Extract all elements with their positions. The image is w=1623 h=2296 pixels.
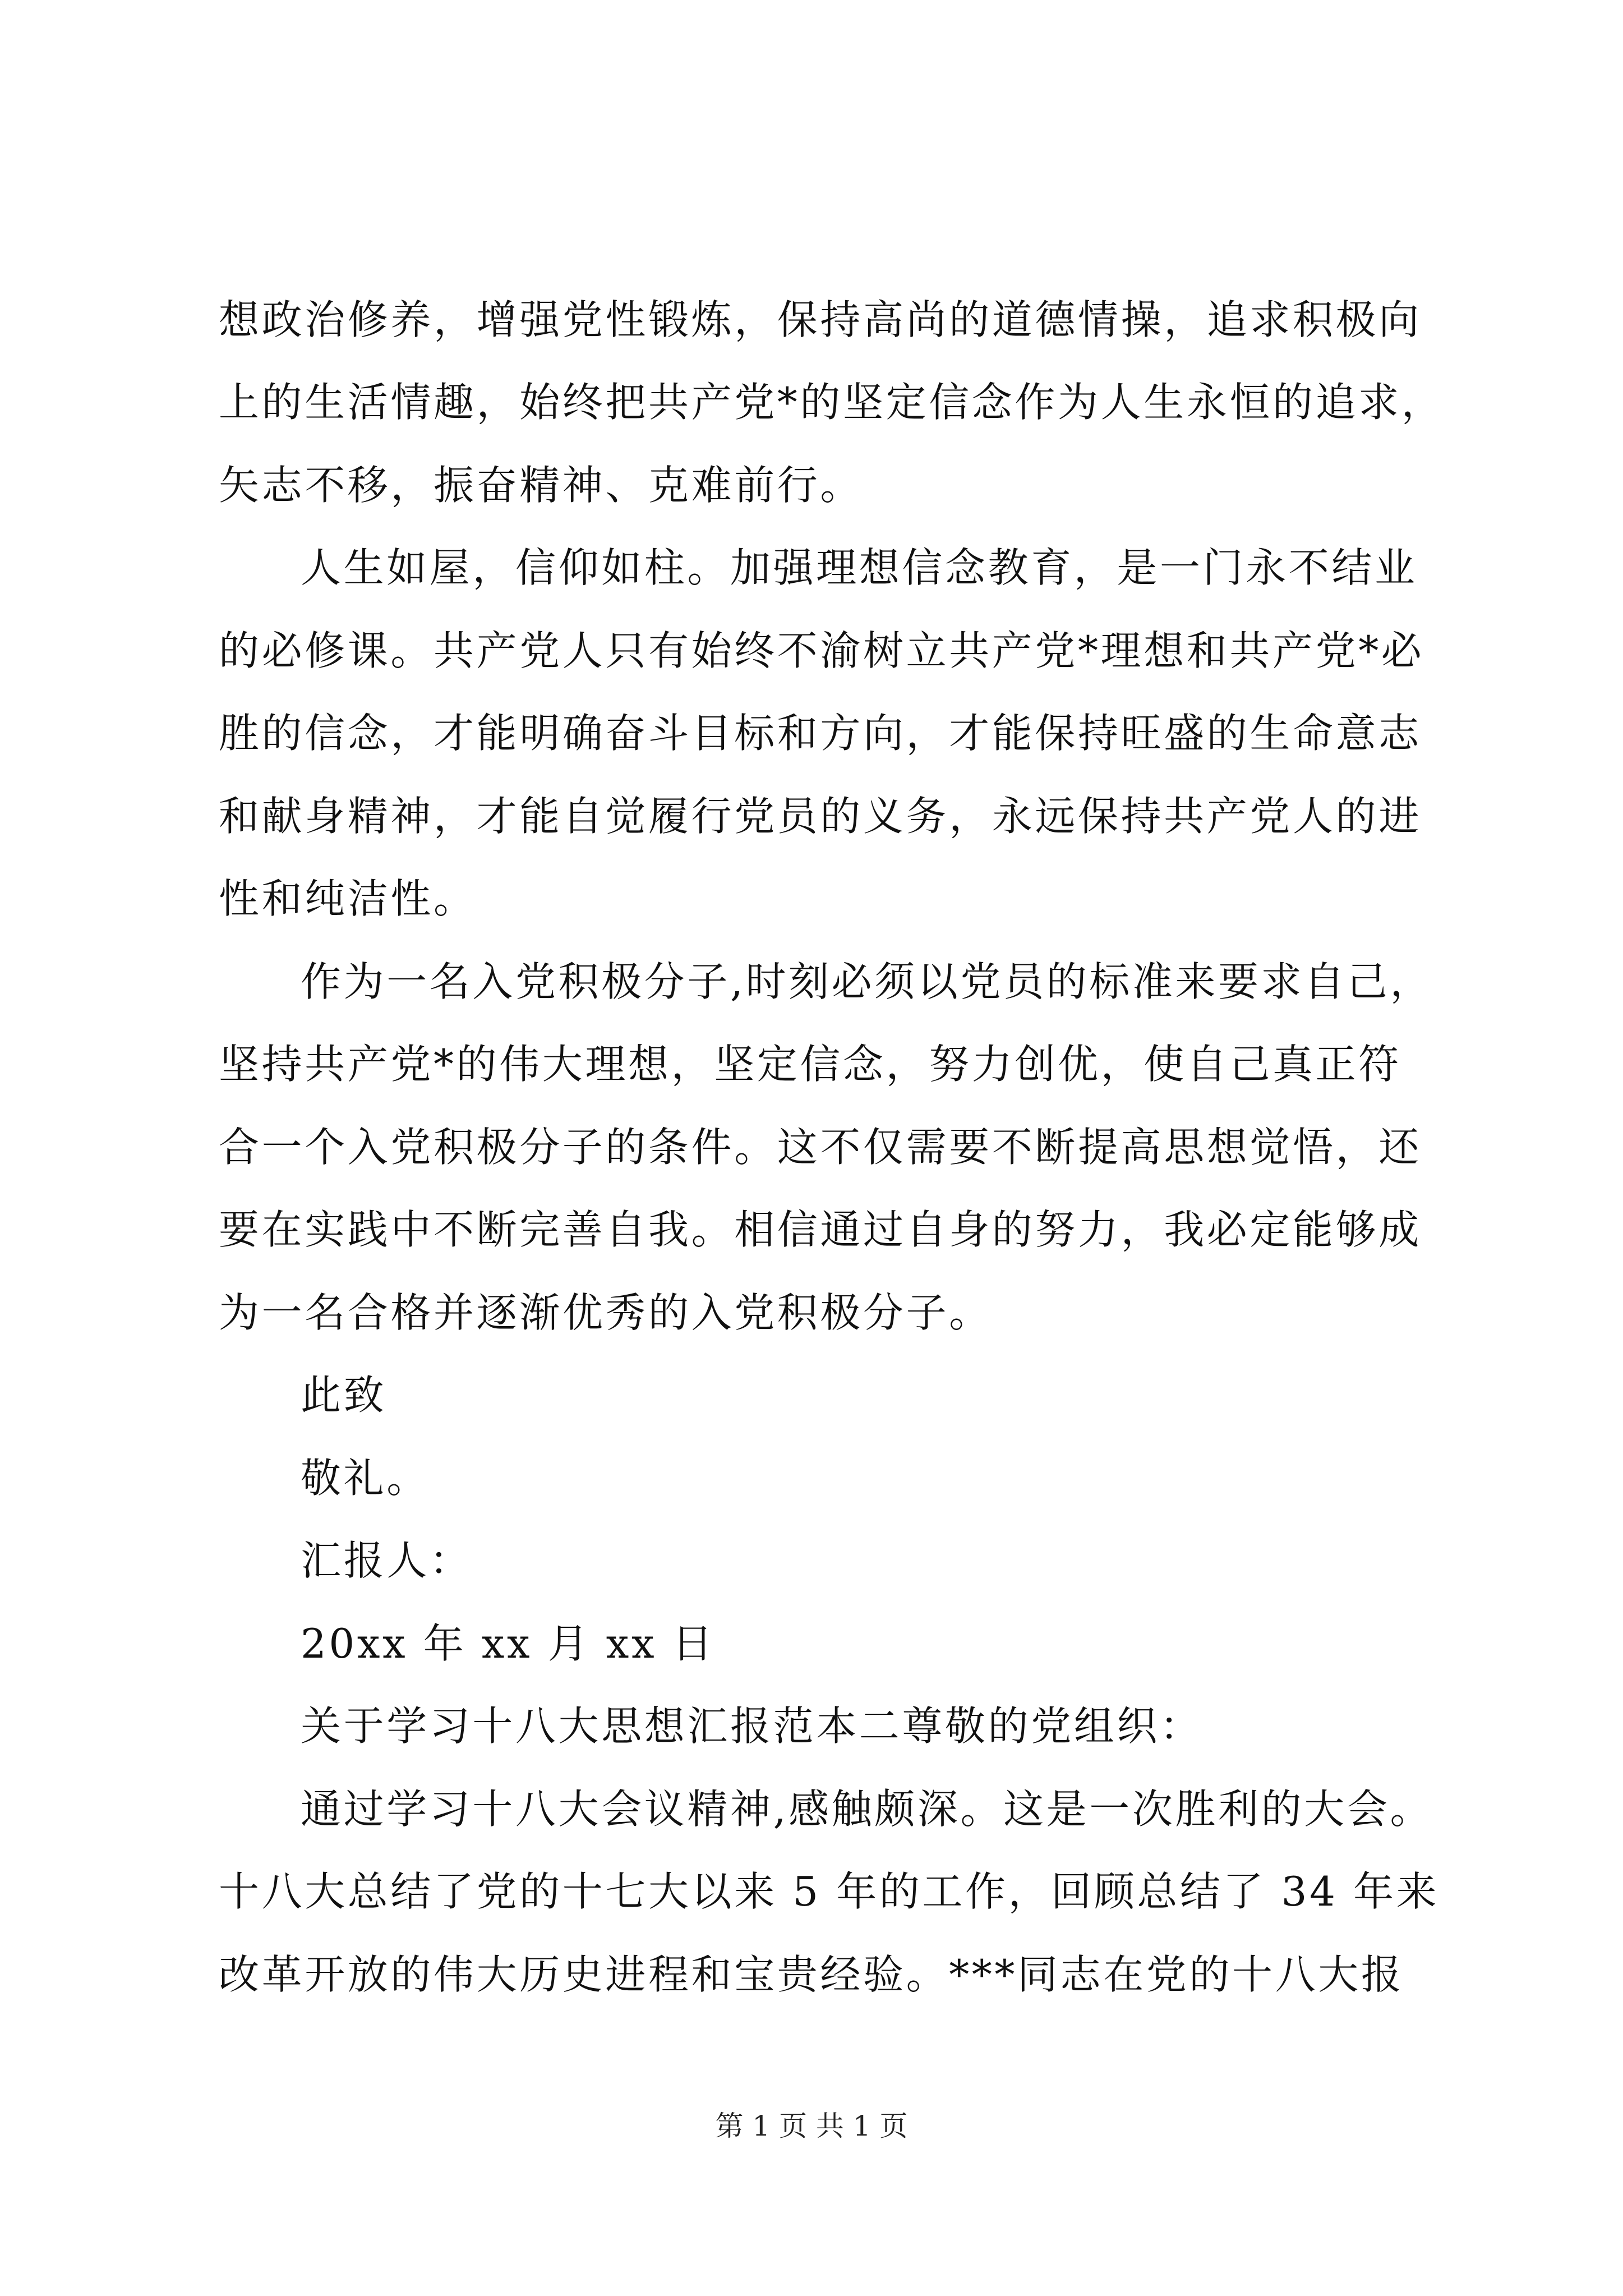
paragraph-start: 人生如屋，信仰如柱。加强理想信念教育，是一门永不结业 xyxy=(301,544,1418,591)
text-line: 想政治修养，增强党性锻炼，保持高尚的道德情操，追求积极向 xyxy=(219,296,1422,343)
closing-salutation: 此致 xyxy=(301,1372,387,1419)
text-line: 改革开放的伟大历史进程和宝贵经验。***同志在党的十八大报 xyxy=(219,1951,1404,1998)
text-line: 十八大总结了党的十七大以来 5 年的工作，回顾总结了 34 年来 xyxy=(219,1868,1440,1915)
report-date: 20xx 年 xx 月 xx 日 xyxy=(301,1620,716,1667)
reporter-label: 汇报人： xyxy=(301,1537,473,1584)
paragraph-start: 通过学习十八大会议精神,感触颇深。这是一次胜利的大会。 xyxy=(301,1786,1433,1833)
text-line: 性和纯洁性。 xyxy=(219,875,477,922)
text-line: 和献身精神，才能自觉履行党员的义务，永远保持共产党人的进 xyxy=(219,793,1422,840)
text-line: 上的生活情趣，始终把共产党*的坚定信念作为人生永恒的追求， xyxy=(219,379,1445,426)
text-line: 为一名合格并逐渐优秀的入党积极分子。 xyxy=(219,1289,992,1336)
closing-regards: 敬礼。 xyxy=(301,1455,430,1502)
text-line: 坚持共产党*的伟大理想，坚定信念，努力创优，使自己真正符 xyxy=(219,1041,1401,1088)
text-line: 合一个入党积极分子的条件。这不仅需要不断提高思想觉悟，还 xyxy=(219,1124,1422,1171)
section-heading: 关于学习十八大思想汇报范本二尊敬的党组织： xyxy=(301,1703,1203,1750)
page-number-footer: 第 1 页 共 1 页 xyxy=(715,2110,908,2142)
text-line: 要在实践中不断完善自我。相信通过自身的努力，我必定能够成 xyxy=(219,1206,1422,1253)
text-line: 胜的信念，才能明确奋斗目标和方向，才能保持旺盛的生命意志 xyxy=(219,710,1422,757)
text-line: 矢志不移，振奋精神、克难前行。 xyxy=(219,462,864,509)
paragraph-start: 作为一名入党积极分子,时刻必须以党员的标准来要求自己， xyxy=(301,958,1433,1005)
text-line: 的必修课。共产党人只有始终不渝树立共产党*理想和共产党*必 xyxy=(219,627,1424,674)
